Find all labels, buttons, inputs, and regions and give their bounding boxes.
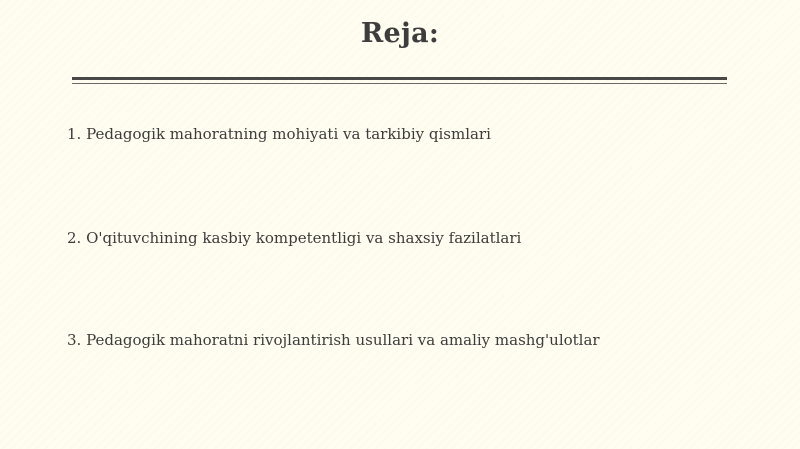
title-divider-thick — [72, 77, 727, 80]
slide-title: Reja: — [360, 18, 440, 49]
plan-item-1: 1. Pedagogik mahoratning mohiyati va tarkibiy qismlari — [67, 125, 491, 143]
plan-item-3: 3. Pedagogik mahoratni rivojlantirish usullari va amaliy mashg'ulotlar — [67, 331, 600, 349]
title-divider-thin — [72, 83, 727, 84]
plan-item-2: 2. O'qituvchining kasbiy kompetentligi va shaxsiy fazilatlari — [67, 229, 522, 247]
